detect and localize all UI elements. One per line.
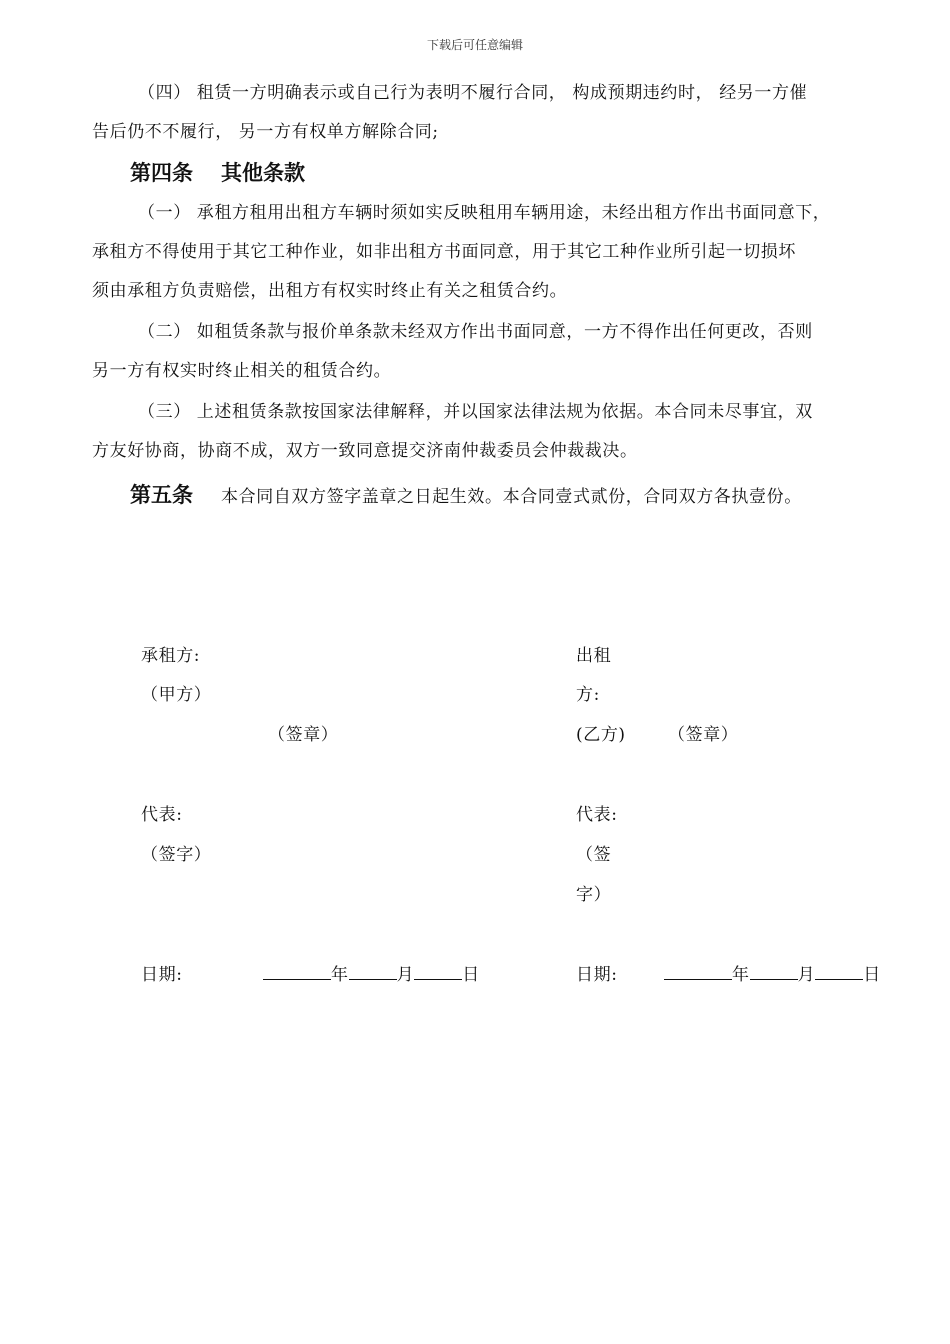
lessor-label-part2: 方: (576, 685, 600, 705)
article4-item1-line3: 须由承租方负责赔偿，出租方有权实时终止有关之租赁合约。 (92, 281, 568, 301)
article5-title: 第五条 (130, 483, 193, 507)
article3-item4-line1: （四） 租赁一方明确表示或自己行为表明不履行合同， 构成预期违约时， 经另一方催 (138, 83, 808, 103)
lessor-label-part1: 出租 (576, 646, 612, 666)
lessee-sign: （签字） (141, 845, 212, 865)
article3-item4-line2: 告后仍不不履行， 另一方有权单方解除合同; (92, 122, 439, 142)
lessee-year-label: 年 (331, 965, 349, 985)
lessor-day-label: 日 (863, 965, 881, 985)
lessee-date-fields (263, 960, 480, 985)
article4-item3 (92, 393, 868, 471)
article4-title: 第四条 (130, 161, 193, 185)
lessor-date-label: 日期: (576, 965, 618, 985)
lessee-date-label: 日期: (141, 965, 183, 985)
lessor-sign-part2: 字） (576, 885, 612, 905)
lessor-year-label: 年 (732, 965, 750, 985)
lessee-party: （甲方） (141, 685, 212, 705)
lessor-date-fields (664, 960, 881, 985)
lessee-rep: 代表: (141, 805, 183, 825)
article4-heading (130, 157, 305, 187)
lessee-month-label: 月 (396, 965, 415, 985)
article4-item1-line2: 承租方不得使用于其它工种作业，如非出租方书面同意，用于其它工种作业所引起一切损坏 (92, 242, 796, 262)
article4-item3-line1: （三） 上述租赁条款按国家法律解释，并以国家法律法规为依据。本合同未尽事宜，双 (138, 402, 813, 422)
lessee-day-label: 日 (462, 965, 480, 985)
article4-subtitle: 其他条款 (221, 161, 305, 185)
lessee-year-blank[interactable] (263, 965, 331, 980)
article5 (130, 479, 802, 509)
lessee-seal: （签章） (268, 725, 339, 745)
lessor-seal: （签章） (668, 725, 739, 745)
lessee-label: 承租方: (141, 646, 201, 666)
lessor-sign-part1: （签 (576, 845, 612, 865)
lessor-month-label: 月 (797, 965, 816, 985)
article4-item2-line1: （二） 如租赁条款与报价单条款未经双方作出书面同意，一方不得作出任何更改，否则 (138, 322, 813, 342)
lessor-day-blank[interactable] (815, 965, 863, 980)
article4-item3-line2: 方友好协商，协商不成，双方一致同意提交济南仲裁委员会仲裁裁决。 (92, 441, 638, 461)
lessor-month-blank[interactable] (750, 965, 798, 980)
article3-item4 (92, 74, 868, 152)
lessor-party: (乙方) (576, 725, 626, 745)
page-header-note: 下载后可任意编辑 (426, 38, 523, 52)
lessor-rep: 代表: (576, 805, 618, 825)
lessor-year-blank[interactable] (664, 965, 732, 980)
article4-item2 (92, 313, 868, 391)
article4-item2-line2: 另一方有权实时终止相关的租赁合约。 (92, 361, 392, 381)
article4-item1-line1: （一） 承租方租用出租方车辆时须如实反映租用车辆用途，未经出租方作出书面同意下， (138, 203, 831, 223)
article4-item1 (92, 194, 868, 311)
lessee-month-blank[interactable] (349, 965, 397, 980)
article5-text: 本合同自双方签字盖章之日起生效。本合同壹式贰份，合同双方各执壹份。 (221, 487, 802, 507)
lessee-day-blank[interactable] (414, 965, 462, 980)
